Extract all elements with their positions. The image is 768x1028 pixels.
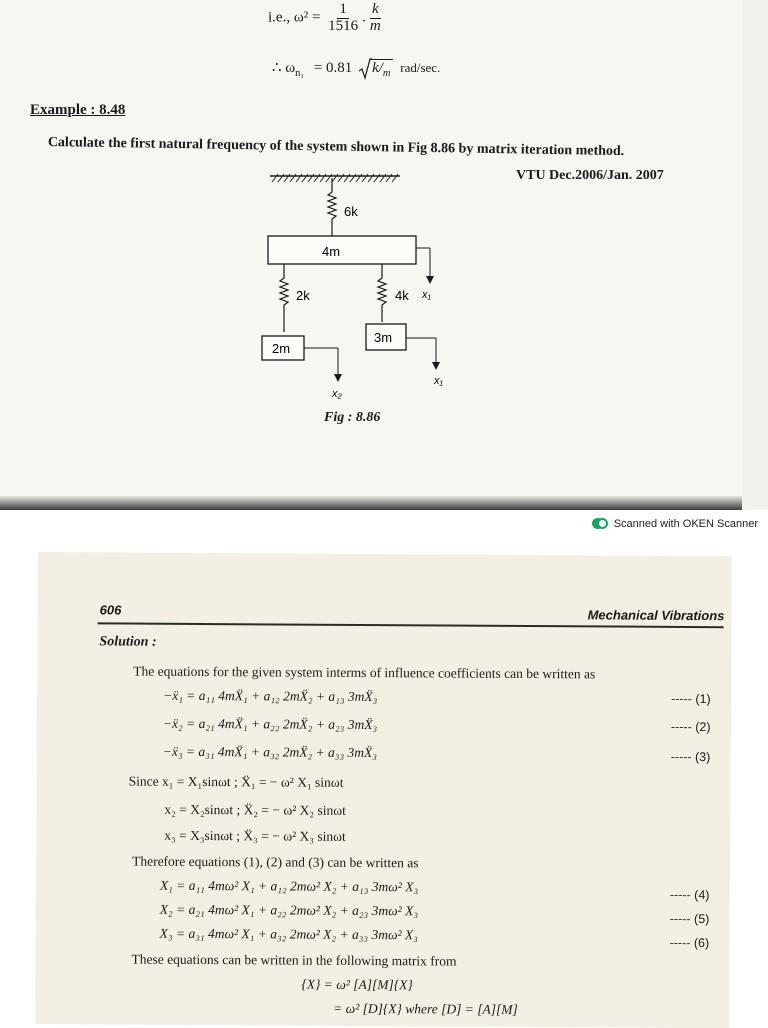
spring-top xyxy=(328,178,336,236)
header-rule xyxy=(98,622,724,628)
solution-heading xyxy=(99,634,156,650)
equation-tag-1-text: ----- (1) xyxy=(671,691,711,707)
page-number-text: 606 xyxy=(99,602,122,618)
example-title-text: Example : 8.48 xyxy=(30,102,126,118)
since-line-2 xyxy=(164,803,346,818)
equation-6-text: X₃ = a₃₁ 4mω² X₁ + a₃₂ 2mω² X₂ + a₃₃ 3mω² X₃ xyxy=(159,925,418,943)
equation-2-text: −ẍ₂ = a₂₁ 4mẌ₁ + a₂₂ 2mẌ₂ + a₂₃ 3mẌ₃ xyxy=(162,715,378,733)
oken-scanner-logo-icon xyxy=(592,518,608,530)
eq-middle: = 0.81 xyxy=(313,60,353,76)
equation-tag-6 xyxy=(670,936,710,950)
intro-text xyxy=(133,665,595,681)
figure-caption xyxy=(324,410,380,426)
equation-1-text: −ẍ₁ = a₁₁ 4mẌ₁ + a₁₂ 2mẌ₂ + a₁₃ 3mẌ₃ xyxy=(163,687,378,705)
matrix-equation-2 xyxy=(333,1002,518,1017)
since-line-2-text: x₂ = X₂sinωt ; Ẍ₂ = − ω² X₂ sinωt xyxy=(164,801,346,818)
since-line-1 xyxy=(129,775,344,790)
mass-left-label: 2m xyxy=(272,341,291,356)
matrix-equation-1-text: {X} = ω² [A][M]{X} xyxy=(301,976,413,993)
frac-num: 1 xyxy=(339,1,347,17)
mass-right-label: 3m xyxy=(374,330,393,345)
spring-left-label: 2k xyxy=(296,288,310,303)
equation-tag-2 xyxy=(671,720,711,734)
fraction-1 xyxy=(326,2,360,35)
source-text: VTU Dec.2006/Jan. 2007 xyxy=(516,168,664,183)
equation-tag-2-text: ----- (2) xyxy=(670,719,711,735)
matrix-intro-text: These equations can be written in the following matrix from xyxy=(131,951,457,969)
sqrt-expression: $k/_m$ xyxy=(358,60,392,79)
equation-tag-3-text: ----- (3) xyxy=(670,749,711,765)
x1-top-label: x₁ xyxy=(422,289,431,301)
spring-left xyxy=(280,264,288,332)
mass-main-label: 4m xyxy=(322,244,341,259)
since-line-3-text: x₃ = X₃sinωt ; Ẍ₃ = − ω² X₃ sinωt xyxy=(164,827,346,844)
eq-subscript: n₁ xyxy=(295,68,305,79)
solution-heading-text: Solution : xyxy=(99,634,157,650)
eq-unit: rad/sec. xyxy=(400,60,441,75)
equation-tag-4 xyxy=(670,888,710,902)
frac-den: m xyxy=(369,17,381,34)
equation-natural-frequency xyxy=(272,58,440,79)
equation-tag-4-text: ----- (4) xyxy=(669,887,710,903)
problem-statement xyxy=(48,135,625,160)
x2-arrowhead xyxy=(334,374,342,382)
eq-prefix: ∴ ω xyxy=(272,60,296,76)
running-title-text: Mechanical Vibrations xyxy=(587,607,725,624)
page-bottom-shadow xyxy=(0,496,742,510)
since-line-3 xyxy=(164,829,346,844)
equation-4 xyxy=(160,879,418,894)
spring-top-label: 6k xyxy=(344,204,358,219)
page-gap xyxy=(0,510,768,550)
spring-right-label: 4k xyxy=(395,288,409,303)
sqrt-den: m xyxy=(382,68,391,79)
equation-tag-6-text: ----- (6) xyxy=(669,935,710,951)
equation-tag-3 xyxy=(671,750,711,764)
equation-tag-1 xyxy=(671,692,711,706)
equation-2 xyxy=(163,717,377,732)
equation-3 xyxy=(163,745,377,760)
spring-right xyxy=(378,264,386,322)
matrix-equation-2-text: = ω² [D]{X} where [D] = [A][M] xyxy=(333,1000,518,1017)
fraction-2 xyxy=(368,2,383,35)
frac-num: k xyxy=(371,1,379,17)
scanner-watermark xyxy=(592,518,758,530)
equation-5 xyxy=(160,903,418,918)
equation-4-text: X₁ = a₁₁ 4mω² X₁ + a₁₂ 2mω² X₂ + a₁₃ 3mω² X₃ xyxy=(159,877,419,895)
x2-label: x₂ xyxy=(332,388,342,400)
therefore-text xyxy=(132,855,418,870)
equation-5-text: X₂ = a₂₁ 4mω² X₁ + a₂₂ 2mω² X₂ + a₂₃ 3mω² X₃ xyxy=(159,901,419,919)
figure-caption-text: Fig : 8.86 xyxy=(324,410,381,425)
equation-tag-5-text: ----- (5) xyxy=(669,911,710,927)
source-reference xyxy=(516,168,664,184)
example-title xyxy=(30,102,125,119)
intro-text-content: The equations for the given system interms of influence coefficients can be written as xyxy=(133,663,596,682)
therefore-text-content: Therefore equations (1), (2) and (3) can be written as xyxy=(132,853,419,871)
equation-3-text: −ẍ₃ = a₃₁ 4mẌ₁ + a₃₂ 2mẌ₂ + a₃₃ 3mẌ₃ xyxy=(162,743,378,761)
sqrt-icon xyxy=(358,58,372,80)
eq-prefix: i.e., ω² = xyxy=(268,9,321,26)
since-line-1-text: Since x₁ = X₁sinωt ; Ẍ₁ = − ω² X₁ sinωt xyxy=(128,773,344,790)
sqrt-num: k xyxy=(372,60,379,76)
x1-bottom-label: x₁ xyxy=(434,375,443,387)
equation-1 xyxy=(163,689,377,704)
x1-top-arrowhead xyxy=(426,276,434,284)
matrix-intro xyxy=(131,953,456,968)
equation-omega-squared: i.e., ω² = $\frac{1}{1516}$ . $\frac{k}{m}$ xyxy=(268,1,381,34)
scanned-page-bottom xyxy=(35,552,732,1028)
scanned-page-top xyxy=(0,0,742,510)
frac-den: 1516 xyxy=(328,17,359,34)
mass-main-box xyxy=(268,236,416,264)
scanner-label: Scanned with OKEN Scanner xyxy=(613,518,758,530)
running-title xyxy=(588,607,725,623)
problem-text: Calculate the first natural frequency of the system shown in Fig 8.86 by matrix iteration method. xyxy=(47,135,625,160)
fixed-support-hatch xyxy=(272,174,398,182)
equation-tag-5 xyxy=(670,912,710,926)
page-edge xyxy=(742,0,768,510)
x1-bottom-arrowhead xyxy=(432,362,440,370)
equation-6 xyxy=(160,927,418,942)
page-number xyxy=(100,602,122,617)
spring-mass-figure xyxy=(250,170,470,400)
matrix-equation-1 xyxy=(301,978,413,992)
